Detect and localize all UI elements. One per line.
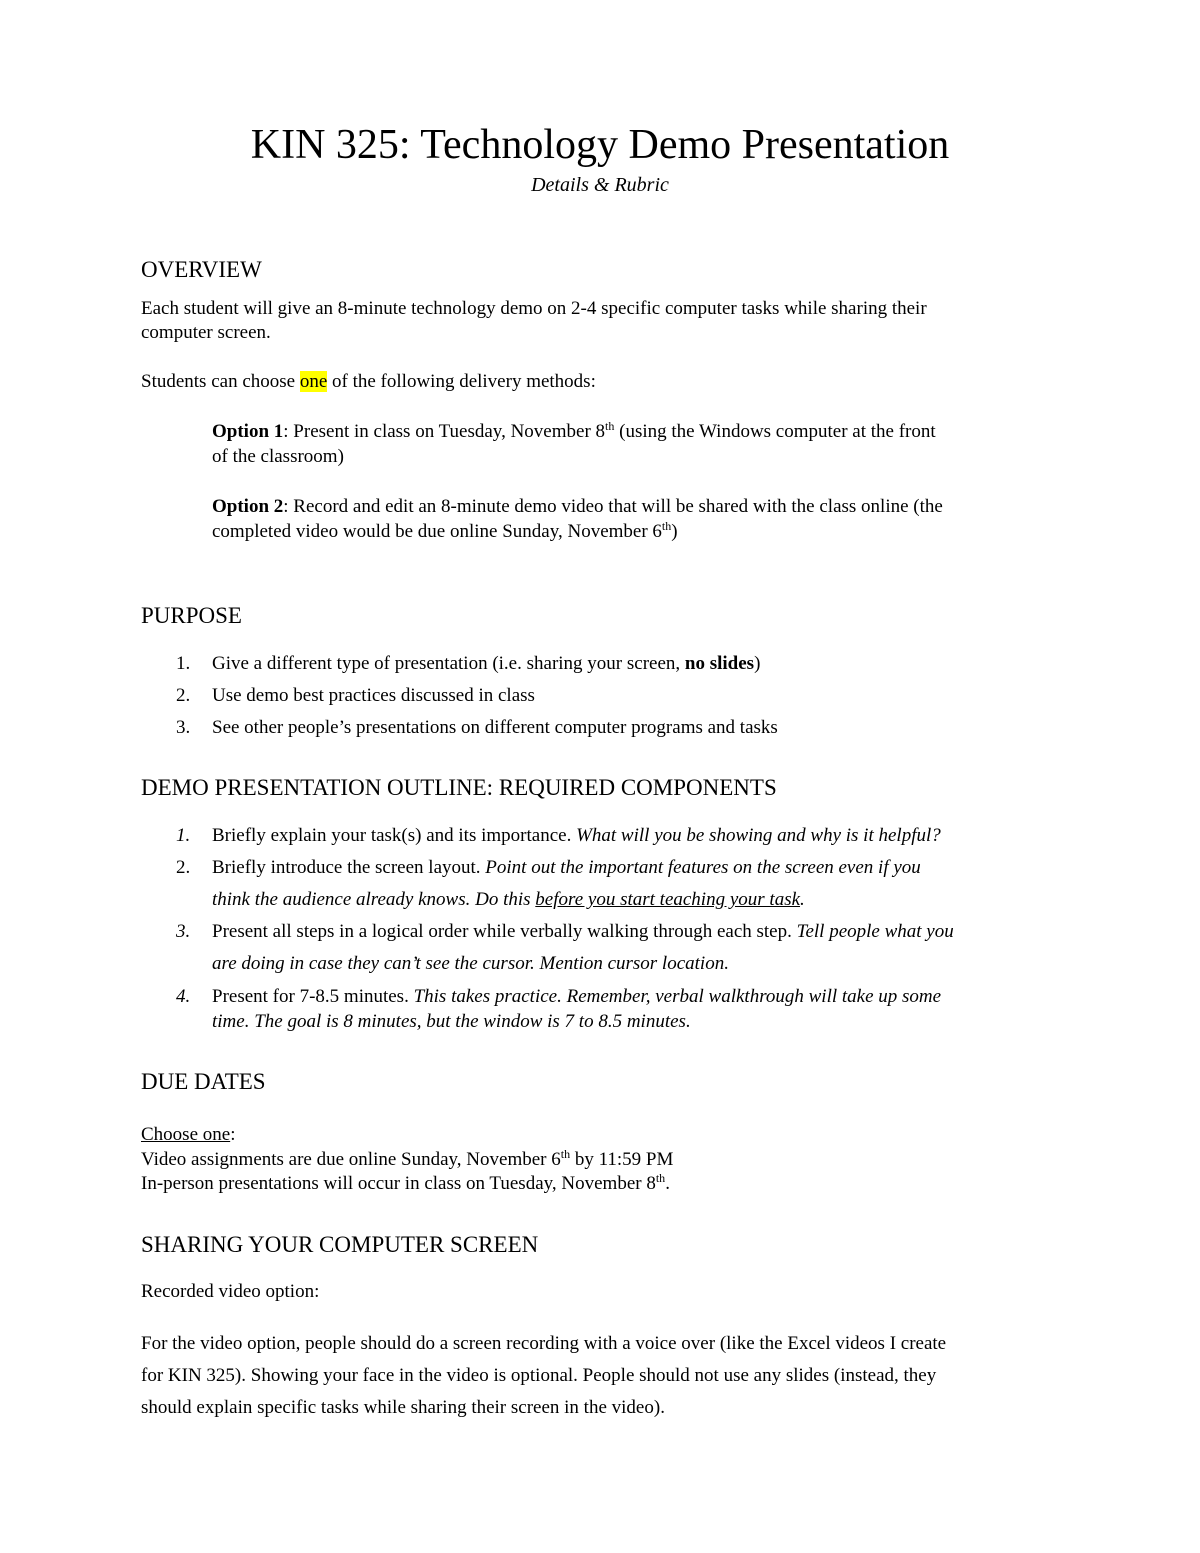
- outline-item-italic: What will you be showing and why is it helpful?: [576, 825, 941, 846]
- outline-item-number: 1.: [176, 825, 191, 846]
- in-person-due-line: [141, 1171, 670, 1196]
- outline-item-number: 4.: [176, 986, 191, 1007]
- purpose-item-number: 3.: [176, 717, 191, 738]
- option-2-label: Option 2: [212, 496, 284, 517]
- due-dates-heading: DUE DATES: [141, 1069, 266, 1094]
- video-due-post: by 11:59 PM: [570, 1149, 674, 1170]
- option-2-line-1: [212, 494, 943, 519]
- purpose-item-1-post: ): [754, 653, 761, 674]
- page-title: KIN 325: Technology Demo Presentation: [250, 122, 950, 168]
- outline-item-4-line-2: time. The goal is 8 minutes, but the window is 7 to 8.5 minutes.: [212, 1011, 691, 1032]
- outline-item-plain: Briefly explain your task(s) and its importance.: [212, 825, 577, 846]
- outline-item-number: 3.: [176, 921, 191, 942]
- purpose-item-1-pre: Give a different type of presentation (i.e. sharing your screen,: [212, 653, 685, 674]
- purpose-item-number: 2.: [176, 685, 191, 706]
- outline-item-text: [212, 855, 921, 880]
- page-subtitle: Details & Rubric: [531, 174, 669, 196]
- outline-heading: DEMO PRESENTATION OUTLINE: REQUIRED COMPONENTS: [141, 775, 777, 800]
- delivery-intro-pre: Students can choose: [141, 371, 300, 392]
- outline-item-plain: Briefly introduce the screen layout.: [212, 857, 486, 878]
- choose-one-colon: :: [230, 1124, 236, 1145]
- option-1-line-2: of the classroom): [212, 446, 344, 467]
- outline-item-2-line-2-pre: think the audience already knows. Do this: [212, 889, 536, 910]
- option-1-label: Option 1: [212, 421, 284, 442]
- outline-item-3-line-2: are doing in case they can’t see the cursor. Mention cursor location.: [212, 953, 729, 974]
- option-1-line-1: [212, 419, 936, 444]
- before-teaching-underline: before you start teaching your task: [535, 889, 801, 910]
- option-2-line-2-pre: completed video would be due online Sunday, November 6: [212, 521, 662, 542]
- sharing-line-1: For the video option, people should do a screen recording with a voice over (like the Excel videos I create: [141, 1333, 947, 1354]
- outline-item-2-line-2: [212, 887, 805, 912]
- highlighted-one: one: [299, 371, 328, 392]
- video-due-pre: Video assignments are due online Sunday, November 6: [141, 1149, 561, 1170]
- outline-item-text: [212, 984, 941, 1009]
- overview-heading: OVERVIEW: [141, 257, 262, 282]
- in-person-due-post: .: [665, 1173, 670, 1194]
- outline-item-2-line-2-post: .: [800, 889, 805, 910]
- overview-line-2: computer screen.: [141, 322, 271, 343]
- purpose-item-text: See other people’s presentations on different computer programs and tasks: [212, 717, 778, 738]
- outline-item-italic: This takes practice. Remember, verbal walkthrough will take up some: [413, 986, 942, 1007]
- outline-item-number: 2.: [176, 857, 191, 878]
- recorded-video-label: Recorded video option:: [141, 1281, 320, 1302]
- overview-line-1: Each student will give an 8-minute technology demo on 2-4 specific computer tasks while sharing their: [141, 298, 927, 319]
- video-due-line: [141, 1147, 673, 1172]
- no-slides-bold: no slides: [684, 653, 755, 674]
- sharing-line-3: should explain specific tasks while sharing their screen in the video).: [141, 1397, 665, 1418]
- purpose-heading: PURPOSE: [141, 603, 242, 628]
- video-due-sup: th: [560, 1147, 571, 1161]
- delivery-intro-post: of the following delivery methods:: [327, 371, 596, 392]
- option-2-sup: th: [661, 519, 672, 533]
- outline-item-plain: Present for 7-8.5 minutes.: [212, 986, 414, 1007]
- option-1-text-post: (using the Windows computer at the front: [614, 421, 936, 442]
- outline-item-italic: Tell people what you: [796, 921, 954, 942]
- purpose-item-text: Use demo best practices discussed in class: [212, 685, 535, 706]
- option-2-line-2: [212, 519, 678, 544]
- choose-one-underlined: Choose one: [141, 1124, 231, 1145]
- outline-item-plain: Present all steps in a logical order while verbally walking through each step.: [212, 921, 797, 942]
- delivery-intro: [141, 369, 596, 394]
- outline-item-text: [212, 919, 954, 944]
- option-1-text: : Present in class on Tuesday, November 8: [283, 421, 606, 442]
- option-2-text: : Record and edit an 8-minute demo video that will be shared with the class online (the: [283, 496, 943, 517]
- option-2-line-2-post: ): [671, 521, 678, 542]
- option-1-sup: th: [605, 419, 615, 433]
- choose-one-line: [141, 1122, 235, 1147]
- sharing-line-2: for KIN 325). Showing your face in the video is optional. People should not use any slides (instead, they: [141, 1365, 937, 1386]
- sharing-heading: SHARING YOUR COMPUTER SCREEN: [141, 1232, 539, 1257]
- purpose-item-number: 1.: [176, 653, 191, 674]
- in-person-due-pre: In-person presentations will occur in class on Tuesday, November 8: [141, 1173, 656, 1194]
- in-person-due-sup: th: [655, 1171, 666, 1185]
- outline-item-italic: Point out the important features on the screen even if you: [485, 857, 921, 878]
- purpose-item-text: [212, 651, 760, 676]
- outline-item-text: [212, 823, 941, 848]
